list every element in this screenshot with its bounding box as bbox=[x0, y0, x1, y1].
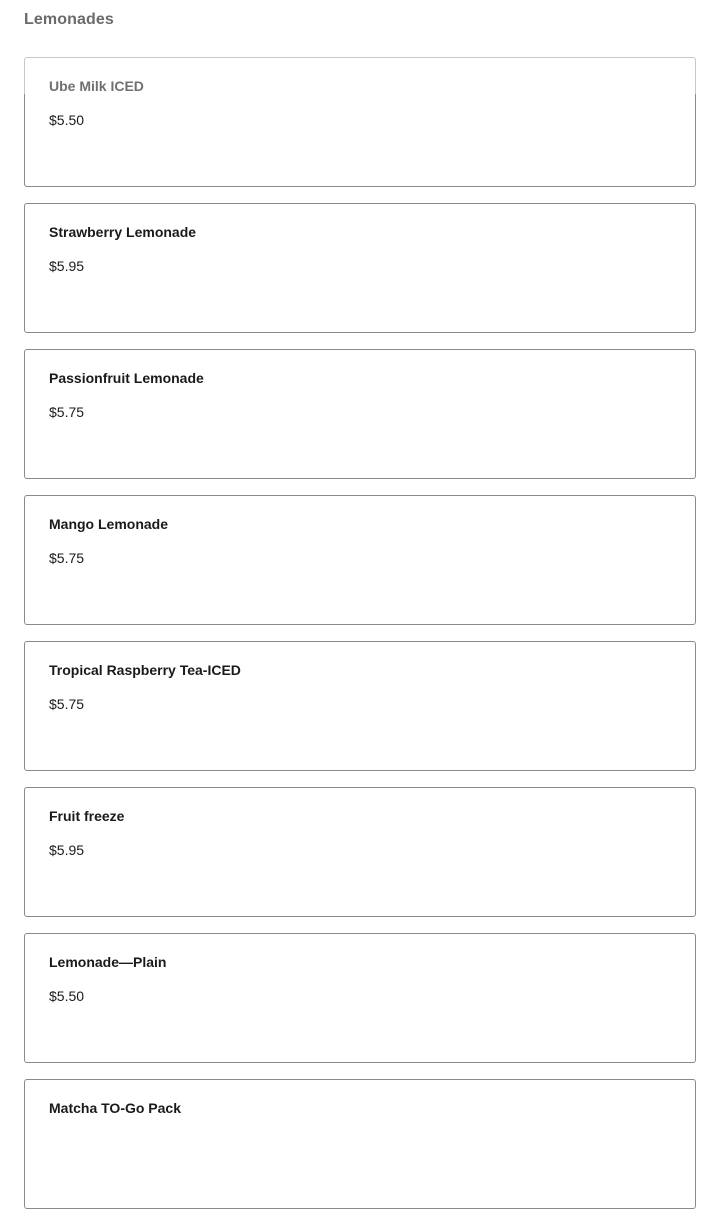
menu-item-name: Fruit freeze bbox=[49, 808, 125, 824]
menu-item-list bbox=[24, 57, 696, 1225]
menu-item-card[interactable] bbox=[24, 1079, 696, 1209]
menu-item-card[interactable] bbox=[24, 933, 696, 1063]
menu-item-price: $5.50 bbox=[49, 988, 85, 1004]
menu-item-name: Matcha TO-Go Pack bbox=[49, 1100, 182, 1116]
menu-item-name: Lemonade—Plain bbox=[49, 954, 167, 970]
section-title: Lemonades bbox=[24, 11, 114, 28]
menu-item-name: Passionfruit Lemonade bbox=[49, 370, 204, 386]
menu-item-card[interactable] bbox=[24, 787, 696, 917]
menu-item-name: Mango Lemonade bbox=[49, 516, 169, 532]
menu-item-card[interactable] bbox=[24, 495, 696, 625]
menu-item-name: Ube Milk ICED bbox=[49, 78, 144, 94]
menu-item-price: $5.95 bbox=[49, 842, 85, 858]
menu-item-price: $5.95 bbox=[49, 258, 85, 274]
menu-item-card[interactable] bbox=[24, 641, 696, 771]
menu-item-name: Tropical Raspberry Tea-ICED bbox=[49, 662, 241, 678]
menu-item-price: $5.50 bbox=[49, 112, 85, 128]
menu-item-card[interactable] bbox=[24, 57, 696, 187]
menu-item-price: $5.75 bbox=[49, 696, 85, 712]
menu-item-price: $5.75 bbox=[49, 550, 85, 566]
menu-item-card[interactable] bbox=[24, 203, 696, 333]
menu-item-name: Strawberry Lemonade bbox=[49, 224, 197, 240]
menu-item-card[interactable] bbox=[24, 349, 696, 479]
menu-item-price: $5.75 bbox=[49, 404, 85, 420]
